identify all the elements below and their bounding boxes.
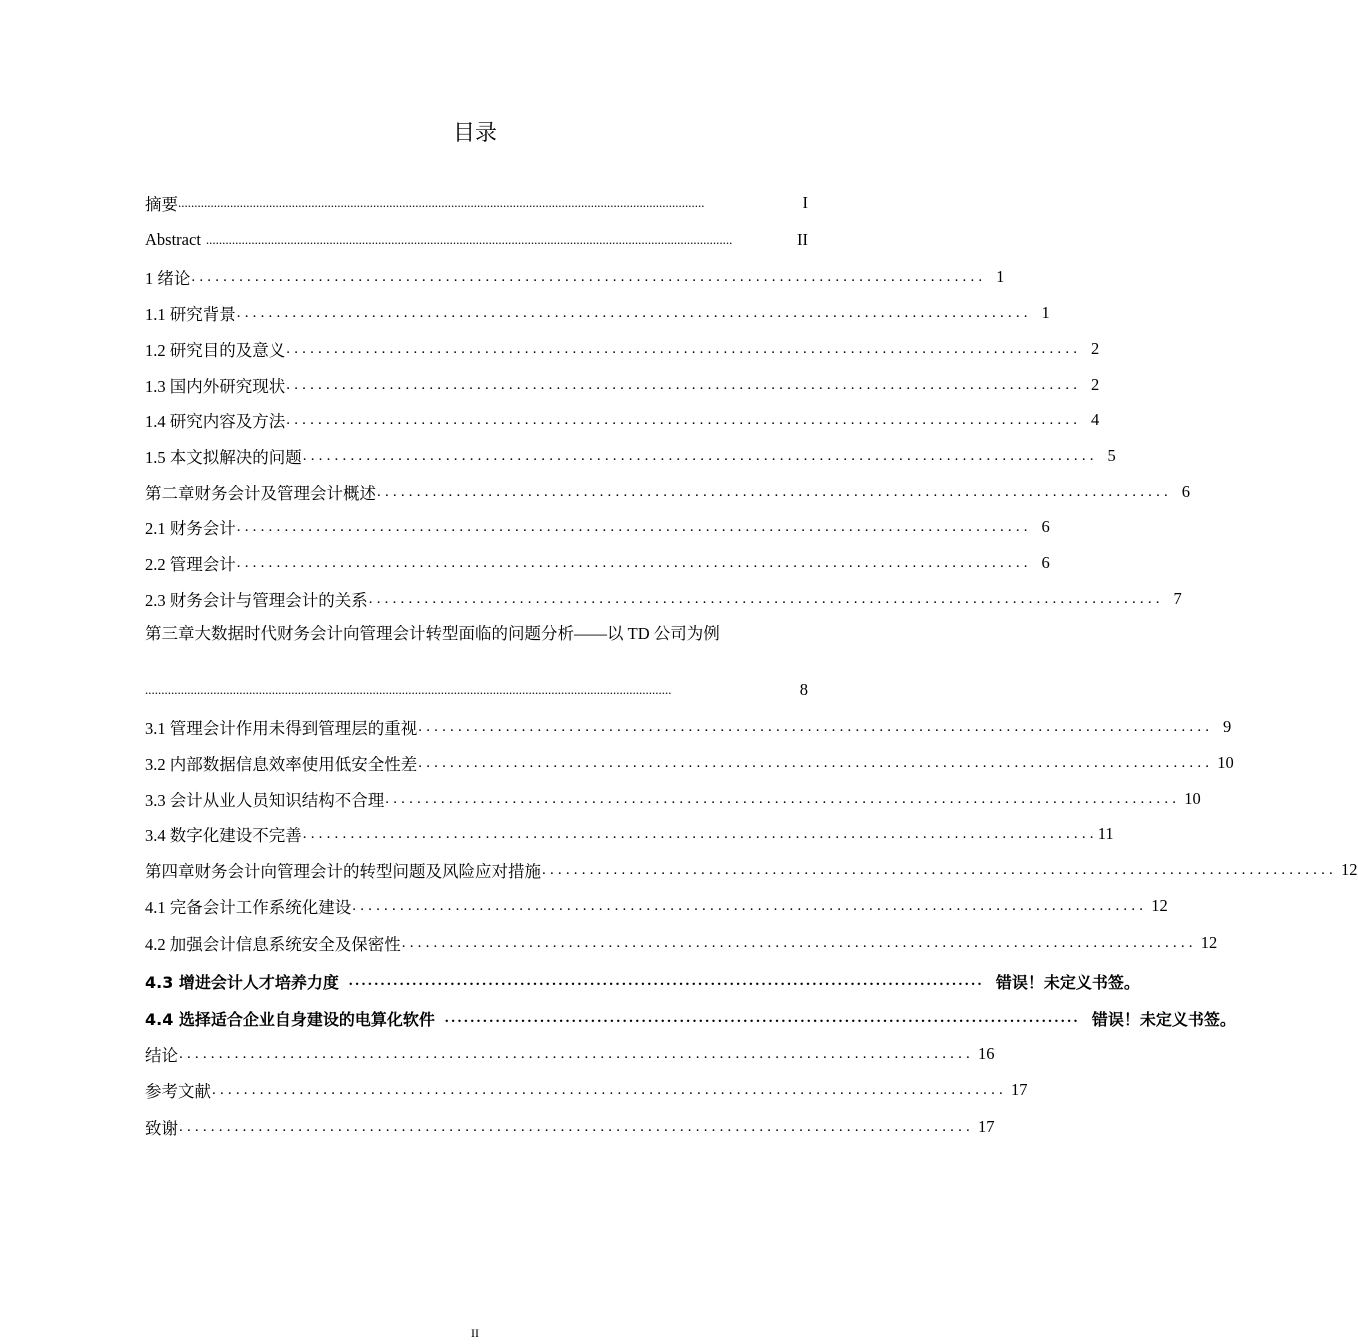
toc-entry[interactable] (145, 931, 1218, 955)
toc-entry-label: 摘要 (145, 195, 178, 214)
toc-entry-page: 错误！未定义书签。 (995, 972, 1140, 992)
dot-leader: .................................................................................................... (236, 519, 1032, 535)
toc-entry-label: 2.2 管理会计 (145, 555, 236, 574)
toc-entry-label: Abstract (145, 230, 201, 249)
toc-entry-page: 8 (799, 680, 808, 699)
toc-entry[interactable] (145, 969, 1140, 993)
toc-entry-page: I (802, 193, 808, 212)
toc-entry-page: 10 (1217, 753, 1234, 772)
dot-leader: .................................................................................................... (401, 935, 1197, 951)
toc-entry-page: 7 (1173, 589, 1182, 608)
toc-entry-wrapped-label[interactable]: 第三章大数据时代财务会计向管理会计转型面临的问题分析——以 TD 公司为例 (145, 624, 720, 643)
dot-leader: .................................................................................................... (236, 305, 1032, 321)
toc-entry[interactable] (145, 751, 1234, 775)
toc-entry-label: 1.4 研究内容及方法 (145, 412, 286, 431)
toc-entry-page: 16 (978, 1044, 995, 1063)
dot-leader: .................................................................................................... (542, 862, 1337, 878)
toc-entry[interactable] (145, 265, 1005, 289)
toc-entry-page: 6 (1181, 482, 1190, 501)
dot-leader: .................................................................................................................................................................. (205, 232, 733, 247)
toc-entry-label: 3.1 管理会计作用未得到管理层的重视 (145, 719, 418, 738)
toc-entry-page: 5 (1107, 446, 1116, 465)
dot-leader: .................................................................................................... (236, 555, 1032, 571)
toc-entry[interactable] (145, 678, 808, 702)
toc-title: 目录 (452, 121, 497, 146)
toc-entry[interactable] (145, 1078, 1028, 1102)
toc-entry-label: 第四章财务会计向管理会计的转型问题及风险应对措施 (145, 862, 541, 881)
toc-entry[interactable] (145, 787, 1201, 811)
toc-entry-label: 1.3 国内外研究现状 (145, 377, 286, 396)
toc-entry-label: 结论 (145, 1046, 178, 1065)
dot-leader: .................................................................................................... (212, 1082, 1007, 1098)
dot-leader: .................................................................................................................................................................. (145, 682, 672, 697)
dot-leader: .................................................................................................... (418, 719, 1214, 735)
toc-entry-label: 3.3 会计从业人员知识结构不合理 (145, 791, 385, 810)
toc-entry[interactable] (145, 1115, 995, 1139)
toc-entry-label: 1.1 研究背景 (145, 305, 236, 324)
toc-entry-page: 12 (1151, 896, 1168, 915)
toc-entry-page: 12 (1341, 860, 1358, 879)
toc-entry-page: 1 (996, 267, 1005, 286)
dot-leader: .................................................................................................... (444, 1010, 1080, 1026)
toc-entry-page: 6 (1041, 553, 1050, 572)
dot-leader: .................................................................................................... (377, 484, 1172, 500)
toc-entry[interactable] (145, 551, 1050, 575)
toc-entry[interactable] (145, 515, 1050, 539)
dot-leader: .................................................................................................... (286, 412, 1082, 428)
toc-entry[interactable] (145, 1042, 995, 1066)
toc-entry-label: 2.1 财务会计 (145, 519, 236, 538)
toc-entry-page: 2 (1091, 375, 1100, 394)
toc-entry-label: 4.3 增进会计人才培养力度 (145, 972, 339, 992)
toc-entry-label: 1.5 本文拟解决的问题 (145, 448, 302, 467)
toc-entry-page: 1 (1041, 303, 1050, 322)
toc-entry-page: 12 (1200, 933, 1218, 952)
toc-entry[interactable] (145, 444, 1116, 468)
dot-leader: .................................................................................................... (191, 269, 987, 285)
toc-entry[interactable] (145, 373, 1100, 397)
toc-entry[interactable] (145, 822, 1114, 846)
toc-entry[interactable] (145, 191, 808, 215)
toc-entry[interactable] (145, 894, 1168, 918)
toc-entry[interactable] (145, 715, 1232, 739)
page-number: II (471, 1326, 479, 1340)
toc-entry-label: 4.4 选择适合企业自身建设的电算化软件 (145, 1009, 435, 1029)
toc-entry-label: 3.2 内部数据信息效率使用低安全性差 (145, 755, 418, 774)
toc-entry-page: 2 (1091, 339, 1100, 358)
dot-leader: .................................................................................................... (179, 1119, 974, 1135)
dot-leader: .................................................................................................... (418, 755, 1214, 771)
toc-entry[interactable] (145, 301, 1050, 325)
dot-leader: .................................................................................................... (179, 1046, 974, 1062)
toc-entry-label: 3.4 数字化建设不完善 (145, 826, 302, 845)
toc-entry-label: 1 绪论 (145, 269, 191, 288)
toc-entry-page: 9 (1223, 717, 1232, 736)
toc-entry-label: 致谢 (145, 1119, 178, 1138)
toc-entry-label: 1.2 研究目的及意义 (145, 341, 286, 360)
toc-entry-label: 第二章财务会计及管理会计概述 (145, 484, 376, 503)
dot-leader: .................................................................................................... (385, 791, 1181, 807)
dot-leader: .................................................................................................... (286, 341, 1082, 357)
dot-leader: .................................................................................................... (368, 591, 1164, 607)
toc-entry[interactable] (145, 858, 1358, 882)
toc-entry-page: 4 (1091, 410, 1100, 429)
toc-entry[interactable] (145, 480, 1190, 504)
toc-entry-page: 17 (1011, 1080, 1028, 1099)
toc-entry-label: 2.3 财务会计与管理会计的关系 (145, 591, 368, 610)
dot-leader: .................................................................................................... (302, 448, 1098, 464)
dot-leader: .................................................................................................................................................................. (178, 195, 705, 210)
dot-leader: .................................................................................................... (348, 973, 984, 989)
toc-entry-page: 6 (1041, 517, 1050, 536)
toc-entry[interactable] (145, 1006, 1236, 1030)
toc-entry-page: 10 (1184, 789, 1201, 808)
dot-leader: .................................................................................................... (352, 898, 1148, 914)
toc-entry-page: 17 (978, 1117, 995, 1136)
dot-leader: .................................................................................................... (302, 826, 1098, 842)
dot-leader: .................................................................................................... (286, 377, 1082, 393)
toc-entry[interactable] (145, 408, 1100, 432)
toc-entry-label: 4.2 加强会计信息系统安全及保密性 (145, 935, 401, 954)
toc-entry-page: II (797, 230, 808, 249)
toc-entry[interactable] (145, 337, 1100, 361)
toc-entry[interactable] (145, 587, 1182, 611)
toc-entry-page: 错误！未定义书签。 (1091, 1009, 1236, 1029)
toc-entry-page: 11 (1097, 824, 1114, 843)
toc-entry-label: 4.1 完备会计工作系统化建设 (145, 898, 352, 917)
toc-entry[interactable] (145, 228, 808, 252)
toc-entry-label: 参考文献 (145, 1082, 211, 1101)
